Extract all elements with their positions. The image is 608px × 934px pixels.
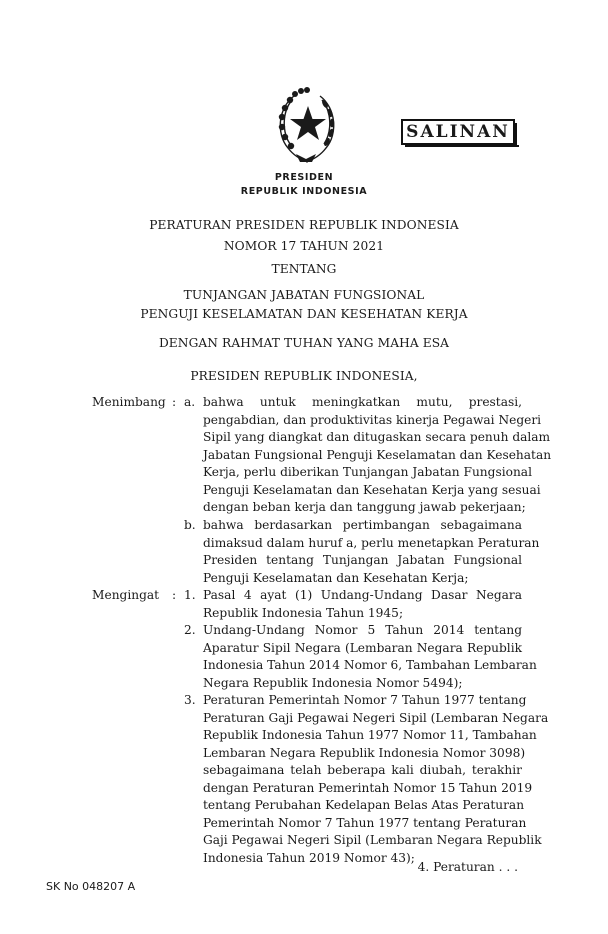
item-marker: a. — [184, 395, 196, 409]
item-line: bahwa berdasarkan pertimbangan sebagaimana — [203, 518, 522, 532]
mengingat-label: Mengingat — [92, 588, 160, 602]
item-line: Undang-Undang Nomor 5 Tahun 2014 tentang — [203, 623, 522, 637]
item-line: Pemerintah Nomor 7 Tahun 1977 tentang Peraturan — [203, 815, 527, 830]
item-line: Presiden tentang Tunjangan Jabatan Fungsional — [203, 553, 522, 567]
office-subtitle: REPUBLIK INDONESIA — [240, 186, 368, 197]
invocation: DENGAN RAHMAT TUHAN YANG MAHA ESA — [158, 336, 450, 350]
item-line: dengan Peraturan Pemerintah Nomor 15 Tahun 2019 — [203, 780, 533, 795]
item-line: Republik Indonesia Tahun 1945; — [203, 605, 404, 620]
menimbang-colon: : — [172, 395, 177, 409]
regulation-title: PERATURAN PRESIDEN REPUBLIK INDONESIA — [149, 218, 459, 232]
item-line: Negara Republik Indonesia Nomor 5494); — [203, 675, 463, 690]
presidential-emblem — [272, 86, 342, 166]
item-line: dimaksud dalam huruf a, perlu menetapkan Peraturan — [203, 535, 540, 550]
item-line: bahwa untuk meningkatkan mutu, prestasi, — [203, 395, 522, 409]
salinan-stamp: SALINAN — [401, 119, 515, 145]
next-page-catchword: 4. Peraturan . . . — [417, 860, 518, 874]
item-line: Penguji Keselamatan dan Kesehatan Kerja; — [203, 570, 469, 585]
item-marker: 3. — [184, 693, 196, 707]
item-line: Pasal 4 ayat (1) Undang-Undang Dasar Negara — [203, 588, 522, 602]
item-line: Aparatur Sipil Negara (Lembaran Negara Republik — [203, 640, 522, 655]
item-line: Peraturan Gaji Pegawai Negeri Sipil (Lembaran Negara — [203, 710, 549, 725]
president-heading: PRESIDEN REPUBLIK INDONESIA, — [190, 369, 418, 383]
item-line: Gaji Pegawai Negeri Sipil (Lembaran Negara Republik — [203, 833, 542, 847]
item-line: Kerja, perlu diberikan Tunjangan Jabatan Fungsional — [203, 465, 532, 479]
item-marker: b. — [184, 518, 196, 532]
regulation-tentang: TENTANG — [271, 262, 337, 276]
item-line: Indonesia Tahun 2019 Nomor 43); — [203, 850, 415, 865]
item-line: dengan beban kerja dan tanggung jawab pekerjaan; — [203, 500, 526, 514]
item-line: pengabdian, dan produktivitas kinerja Pegawai Negeri — [203, 412, 542, 427]
item-line: Jabatan Fungsional Penguji Keselamatan dan Kesehatan — [203, 447, 552, 462]
regulation-subject-line1: TUNJANGAN JABATAN FUNGSIONAL — [183, 288, 425, 302]
item-line: Penguji Keselamatan dan Kesehatan Kerja yang sesuai — [203, 482, 541, 497]
item-line: Sipil yang diangkat dan ditugaskan secara penuh dalam — [203, 430, 551, 444]
mengingat-colon: : — [172, 588, 177, 602]
item-line: Peraturan Pemerintah Nomor 7 Tahun 1977 tentang — [203, 693, 527, 707]
item-line: Republik Indonesia Tahun 1977 Nomor 11, Tambahan — [203, 728, 537, 742]
regulation-number: NOMOR 17 TAHUN 2021 — [223, 239, 385, 253]
item-line: sebagaimana telah beberapa kali diubah, terakhir — [203, 763, 522, 777]
menimbang-label: Menimbang — [92, 395, 166, 409]
office-title: PRESIDEN — [274, 172, 334, 183]
item-line: Lembaran Negara Republik Indonesia Nomor 3098) — [203, 745, 526, 760]
item-marker: 2. — [184, 623, 196, 637]
regulation-subject-line2: PENGUJI KESELAMATAN DAN KESEHATAN KERJA — [140, 307, 468, 321]
item-marker: 1. — [184, 588, 196, 602]
serial-number: SK No 048207 A — [46, 880, 136, 893]
item-line: Indonesia Tahun 2014 Nomor 6, Tambahan Lembaran — [203, 658, 537, 672]
item-line: tentang Perubahan Kedelapan Belas Atas Peraturan — [203, 798, 525, 812]
